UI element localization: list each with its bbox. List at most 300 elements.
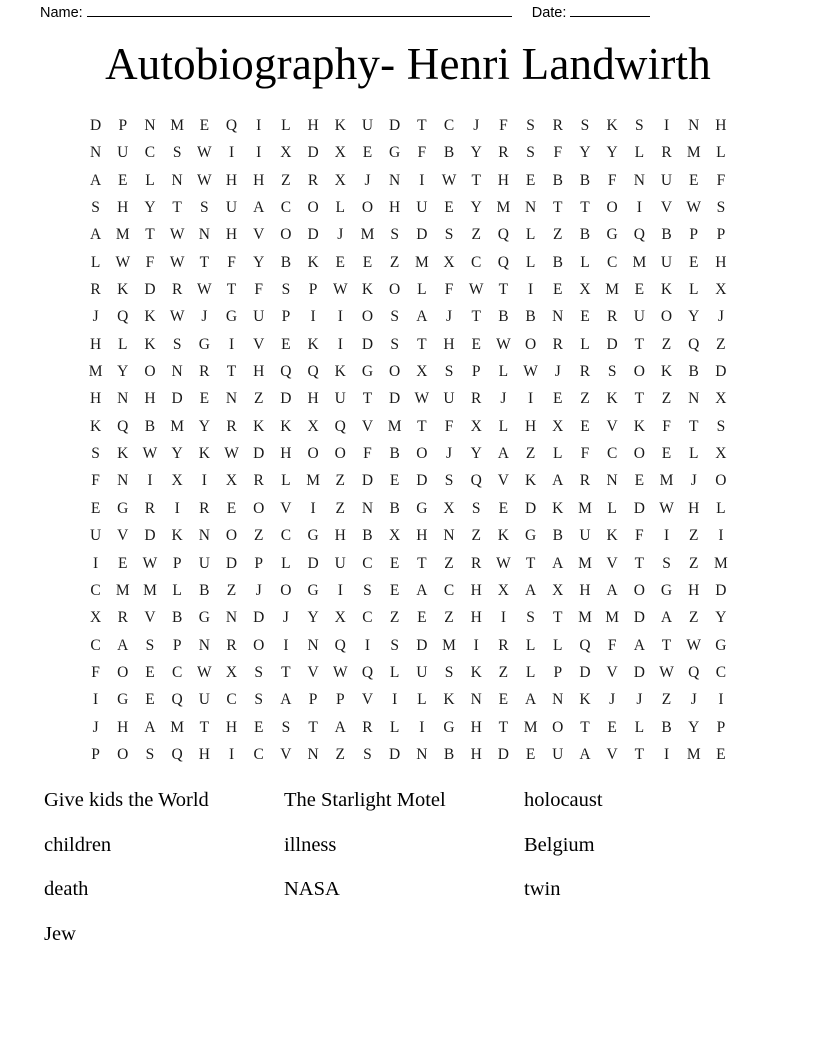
grid-cell[interactable]: I [228,335,235,353]
grid-cell[interactable]: L [335,199,346,217]
grid-cell[interactable]: I [93,554,99,572]
grid-cell[interactable]: Z [580,390,590,408]
grid-cell[interactable]: N [470,691,482,709]
grid-cell[interactable]: Q [171,745,183,763]
grid-cell[interactable]: G [198,609,210,627]
grid-cell[interactable]: E [362,144,373,162]
grid-cell[interactable]: H [225,226,238,244]
grid-cell[interactable]: M [714,554,728,572]
grid-cell[interactable]: G [416,499,428,517]
grid-cell[interactable]: O [633,445,645,463]
grid-cell[interactable]: K [443,691,455,709]
grid-cell[interactable]: Z [335,472,346,490]
grid-cell[interactable]: N [225,609,238,627]
grid-cell[interactable]: G [198,335,210,353]
grid-cell[interactable]: P [308,281,318,299]
grid-cell[interactable]: G [117,499,129,517]
grid-cell[interactable]: T [688,417,699,435]
grid-cell[interactable]: E [525,171,536,189]
grid-cell[interactable]: R [171,281,183,299]
grid-cell[interactable]: G [660,581,673,599]
grid-cell[interactable]: E [525,745,536,763]
grid-cell[interactable]: A [334,718,346,736]
grid-cell[interactable]: B [280,253,292,271]
grid-cell[interactable]: L [634,144,645,162]
grid-cell[interactable]: S [662,554,671,572]
grid-cell[interactable]: L [580,335,590,353]
grid-cell[interactable]: D [633,663,645,681]
grid-cell[interactable]: Q [171,691,183,709]
grid-cell[interactable]: A [552,554,564,572]
grid-cell[interactable]: R [199,363,210,381]
grid-cell[interactable]: Z [688,554,699,572]
grid-cell[interactable]: B [579,171,591,189]
grid-cell[interactable]: K [117,281,129,299]
grid-cell[interactable]: I [473,636,479,654]
grid-cell[interactable]: E [580,308,590,326]
word-bank-item[interactable]: twin [524,878,561,901]
grid-cell[interactable]: P [716,718,726,736]
grid-cell[interactable]: D [389,390,401,408]
grid-cell[interactable]: C [90,636,101,654]
grid-cell[interactable]: J [717,308,724,326]
grid-cell[interactable]: E [253,718,264,736]
grid-cell[interactable]: S [200,199,209,217]
grid-cell[interactable]: N [198,636,210,654]
grid-cell[interactable]: E [553,281,563,299]
grid-cell[interactable]: S [526,609,535,627]
grid-cell[interactable]: X [470,417,482,435]
grid-cell[interactable]: F [662,417,671,435]
grid-cell[interactable]: K [470,663,482,681]
grid-cell[interactable]: Z [661,390,672,408]
grid-cell[interactable]: O [633,363,645,381]
grid-cell[interactable]: S [390,335,399,353]
grid-cell[interactable]: F [580,445,590,463]
grid-cell[interactable]: T [471,308,481,326]
grid-cell[interactable]: P [335,691,345,709]
grid-cell[interactable]: B [389,445,400,463]
grid-cell[interactable]: D [633,499,645,517]
grid-cell[interactable]: H [280,445,292,463]
grid-cell[interactable]: T [634,390,645,408]
grid-cell[interactable]: U [552,745,564,763]
grid-cell[interactable]: M [170,117,185,134]
grid-cell[interactable]: M [686,745,701,763]
grid-cell[interactable]: P [91,745,100,763]
grid-cell[interactable]: Q [280,363,292,381]
grid-cell[interactable]: C [471,253,482,271]
grid-cell[interactable]: T [580,718,590,736]
grid-cell[interactable]: Q [225,117,238,134]
grid-cell[interactable]: M [523,718,538,736]
grid-cell[interactable]: W [414,390,430,408]
grid-cell[interactable]: Z [444,609,454,627]
grid-cell[interactable]: M [360,226,375,244]
grid-cell[interactable]: I [392,691,398,709]
grid-cell[interactable]: V [144,609,156,627]
grid-cell[interactable]: I [147,472,153,490]
grid-cell[interactable]: K [334,363,346,381]
grid-cell[interactable]: S [580,117,590,134]
grid-cell[interactable]: U [361,117,374,134]
grid-cell[interactable]: R [226,417,237,435]
grid-cell[interactable]: O [253,499,265,517]
grid-cell[interactable]: R [579,363,591,381]
word-bank-item[interactable]: Jew [44,922,76,945]
grid-cell[interactable]: I [419,718,425,736]
grid-cell[interactable]: N [688,390,700,408]
grid-cell[interactable]: W [197,144,212,162]
grid-cell[interactable]: Z [253,390,264,408]
grid-cell[interactable]: W [468,281,484,299]
grid-cell[interactable]: Q [688,335,700,353]
grid-cell[interactable]: D [416,226,428,244]
grid-cell[interactable]: B [498,308,509,326]
grid-cell[interactable]: J [446,445,453,463]
grid-cell[interactable]: I [337,581,343,599]
grid-cell[interactable]: I [718,527,724,545]
grid-cell[interactable]: E [471,335,481,353]
grid-cell[interactable]: R [579,472,591,490]
grid-cell[interactable]: N [198,226,210,244]
grid-cell[interactable]: L [634,718,645,736]
grid-cell[interactable]: U [117,144,129,162]
grid-cell[interactable]: I [663,527,670,545]
grid-cell[interactable]: E [661,445,672,463]
grid-cell[interactable]: L [145,171,155,189]
grid-cell[interactable]: L [553,445,563,463]
grid-cell[interactable]: J [690,472,697,490]
grid-cell[interactable]: S [363,581,372,599]
grid-cell[interactable]: T [498,281,509,299]
grid-cell[interactable]: O [117,745,129,763]
grid-cell[interactable]: O [606,199,618,217]
grid-cell[interactable]: Z [471,226,481,244]
grid-cell[interactable]: G [117,691,129,709]
grid-cell[interactable]: Y [198,417,210,435]
grid-cell[interactable]: A [497,445,509,463]
grid-cell[interactable]: C [226,691,237,709]
grid-cell[interactable]: W [169,226,185,244]
grid-cell[interactable]: M [659,472,674,490]
word-bank-item[interactable]: death [44,878,89,901]
grid-cell[interactable]: S [91,445,100,463]
grid-cell[interactable]: X [334,609,346,627]
grid-cell[interactable]: H [198,745,210,763]
grid-cell[interactable]: D [144,527,156,545]
grid-cell[interactable]: U [416,663,428,681]
grid-cell[interactable]: W [441,171,457,189]
grid-cell[interactable]: T [580,199,590,217]
grid-cell[interactable]: E [580,417,590,435]
grid-cell[interactable]: E [118,554,128,572]
grid-cell[interactable]: L [553,636,563,654]
grid-cell[interactable]: H [307,117,319,134]
grid-cell[interactable]: I [337,335,343,353]
grid-cell[interactable]: U [660,253,673,271]
grid-cell[interactable]: O [334,445,346,463]
grid-cell[interactable]: D [416,636,428,654]
grid-cell[interactable]: R [226,636,237,654]
grid-cell[interactable]: I [201,472,207,490]
grid-cell[interactable]: H [579,581,591,599]
grid-cell[interactable]: G [524,527,537,545]
grid-cell[interactable]: A [579,745,591,763]
grid-cell[interactable]: H [688,581,700,599]
grid-cell[interactable]: N [552,308,564,326]
grid-cell[interactable]: W [659,499,674,517]
grid-cell[interactable]: Z [688,527,699,545]
grid-cell[interactable]: T [525,554,536,572]
grid-cell[interactable]: S [471,499,481,517]
grid-cell[interactable]: T [417,335,427,353]
grid-cell[interactable]: V [117,527,129,545]
grid-cell[interactable]: G [389,144,401,162]
grid-cell[interactable]: K [524,472,537,490]
grid-cell[interactable]: N [443,527,455,545]
grid-cell[interactable]: E [389,581,400,599]
grid-cell[interactable]: H [497,171,509,189]
grid-cell[interactable]: M [414,253,429,271]
grid-cell[interactable]: R [362,718,373,736]
grid-cell[interactable]: W [523,363,538,381]
grid-cell[interactable]: X [579,281,591,299]
grid-cell[interactable]: H [117,718,129,736]
grid-cell[interactable]: R [144,499,156,517]
grid-cell[interactable]: L [525,226,536,244]
grid-cell[interactable]: H [307,390,319,408]
grid-cell[interactable]: N [117,390,129,408]
grid-cell[interactable]: K [334,117,346,134]
grid-cell[interactable]: H [389,199,401,217]
grid-cell[interactable]: O [524,335,537,353]
grid-cell[interactable]: D [389,745,401,763]
grid-cell[interactable]: J [609,691,616,709]
grid-cell[interactable]: M [387,417,402,435]
grid-cell[interactable]: L [498,417,509,435]
grid-cell[interactable]: L [716,144,726,162]
grid-cell[interactable]: W [332,663,348,681]
word-bank-item[interactable]: children [44,833,112,856]
grid-cell[interactable]: H [715,117,727,134]
grid-cell[interactable]: Y [307,609,319,627]
grid-cell[interactable]: S [526,144,535,162]
grid-cell[interactable]: F [607,636,617,654]
grid-cell[interactable]: D [89,117,102,134]
grid-cell[interactable]: F [553,144,563,162]
grid-cell[interactable]: E [688,253,699,271]
grid-cell[interactable]: S [635,117,644,134]
grid-cell[interactable]: Z [389,609,400,627]
grid-cell[interactable]: O [361,308,374,326]
grid-cell[interactable]: G [225,308,238,326]
grid-cell[interactable]: A [144,718,156,736]
grid-cell[interactable]: X [715,281,727,299]
grid-cell[interactable]: L [389,718,400,736]
grid-cell[interactable]: M [88,363,103,381]
grid-cell[interactable]: S [444,363,454,381]
grid-cell[interactable]: H [334,527,346,545]
grid-cell[interactable]: B [661,718,672,736]
grid-cell[interactable]: V [253,226,265,244]
grid-cell[interactable]: L [498,363,509,381]
grid-cell[interactable]: L [281,117,291,134]
grid-cell[interactable]: A [117,636,129,654]
grid-cell[interactable]: F [227,253,236,271]
grid-cell[interactable]: Q [579,636,591,654]
grid-cell[interactable]: J [690,691,697,709]
grid-cell[interactable]: M [686,144,701,162]
grid-cell[interactable]: L [172,581,182,599]
grid-cell[interactable]: R [117,609,128,627]
grid-cell[interactable]: N [389,171,401,189]
grid-cell[interactable]: Q [307,363,319,381]
grid-cell[interactable]: K [89,417,102,435]
grid-cell[interactable]: D [144,281,156,299]
grid-cell[interactable]: D [253,445,265,463]
grid-cell[interactable]: S [145,745,155,763]
grid-cell[interactable]: O [633,581,645,599]
grid-cell[interactable]: G [307,527,319,545]
grid-cell[interactable]: C [90,581,101,599]
grid-cell[interactable]: U [198,691,210,709]
grid-cell[interactable]: C [443,581,455,599]
grid-cell[interactable]: I [528,390,534,408]
grid-cell[interactable]: I [337,308,343,326]
grid-cell[interactable]: Y [715,609,727,627]
grid-cell[interactable]: H [89,335,102,353]
grid-cell[interactable]: S [444,663,454,681]
grid-cell[interactable]: A [524,581,537,599]
grid-cell[interactable]: D [579,663,591,681]
grid-cell[interactable]: C [362,609,373,627]
grid-cell[interactable]: I [283,636,289,654]
grid-cell[interactable]: O [715,472,727,490]
grid-cell[interactable]: W [142,554,158,572]
grid-cell[interactable]: H [470,609,482,627]
grid-cell[interactable]: R [498,144,509,162]
grid-cell[interactable]: J [636,691,643,709]
grid-cell[interactable]: P [281,308,291,326]
grid-cell[interactable]: Q [497,226,509,244]
grid-cell[interactable]: B [199,581,210,599]
grid-cell[interactable]: V [280,745,292,763]
grid-cell[interactable]: I [663,117,670,134]
grid-cell[interactable]: D [497,745,509,763]
grid-cell[interactable]: C [606,253,618,271]
grid-cell[interactable]: Q [470,472,482,490]
grid-cell[interactable]: S [281,281,291,299]
grid-cell[interactable]: S [91,199,100,217]
grid-cell[interactable]: D [361,472,374,490]
grid-cell[interactable]: M [143,581,157,599]
grid-cell[interactable]: X [89,609,102,627]
grid-cell[interactable]: T [661,636,672,654]
grid-cell[interactable]: W [686,636,702,654]
grid-cell[interactable]: E [498,691,509,709]
grid-cell[interactable]: A [280,691,292,709]
grid-cell[interactable]: E [199,390,210,408]
grid-cell[interactable]: Q [117,308,129,326]
grid-cell[interactable]: S [390,226,399,244]
word-search-grid[interactable] [82,112,734,768]
grid-cell[interactable]: U [633,308,645,326]
grid-cell[interactable]: D [253,609,265,627]
grid-cell[interactable]: S [444,472,454,490]
grid-cell[interactable]: Z [335,499,346,517]
grid-cell[interactable]: E [226,499,237,517]
grid-cell[interactable]: N [117,472,129,490]
grid-cell[interactable]: X [334,144,346,162]
grid-cell[interactable]: T [417,117,427,134]
grid-cell[interactable]: D [307,554,319,572]
grid-cell[interactable]: D [307,226,319,244]
grid-cell[interactable]: U [579,527,591,545]
grid-cell[interactable]: O [389,363,401,381]
grid-cell[interactable]: H [470,745,482,763]
grid-cell[interactable]: V [606,663,618,681]
grid-cell[interactable]: L [716,499,726,517]
grid-cell[interactable]: I [528,281,534,299]
grid-cell[interactable]: Y [579,144,591,162]
grid-cell[interactable]: H [89,390,102,408]
grid-cell[interactable]: O [307,445,319,463]
grid-cell[interactable]: Y [253,253,265,271]
grid-cell[interactable]: B [389,499,400,517]
grid-cell[interactable]: J [473,117,480,134]
grid-cell[interactable]: C [280,527,292,545]
grid-cell[interactable]: F [91,663,100,681]
grid-cell[interactable]: P [689,226,699,244]
grid-cell[interactable]: E [199,117,210,134]
grid-cell[interactable]: T [553,199,563,217]
grid-cell[interactable]: S [444,226,454,244]
grid-cell[interactable]: J [500,390,507,408]
grid-cell[interactable]: L [90,253,101,271]
grid-cell[interactable]: A [524,691,537,709]
word-bank-item[interactable]: illness [284,833,337,856]
grid-cell[interactable]: Z [661,335,672,353]
grid-cell[interactable]: L [118,335,128,353]
grid-cell[interactable]: D [633,609,645,627]
grid-cell[interactable]: V [660,199,673,217]
grid-cell[interactable]: C [253,745,264,763]
grid-cell[interactable]: G [361,363,374,381]
grid-cell[interactable]: Z [525,445,536,463]
grid-cell[interactable]: X [552,417,564,435]
grid-cell[interactable]: I [310,499,316,517]
grid-cell[interactable]: I [228,745,235,763]
grid-cell[interactable]: U [198,554,210,572]
grid-cell[interactable]: D [524,499,537,517]
grid-cell[interactable]: M [306,472,320,490]
grid-cell[interactable]: R [307,171,319,189]
grid-cell[interactable]: T [417,554,427,572]
grid-cell[interactable]: Z [688,609,699,627]
grid-cell[interactable]: V [253,335,265,353]
grid-cell[interactable]: K [307,335,319,353]
grid-cell[interactable]: H [470,581,482,599]
grid-cell[interactable]: K [144,335,156,353]
grid-cell[interactable]: X [307,417,319,435]
grid-cell[interactable]: B [171,609,183,627]
grid-cell[interactable]: Z [335,745,346,763]
grid-cell[interactable]: R [253,472,264,490]
grid-cell[interactable]: W [496,335,511,353]
grid-cell[interactable]: T [308,718,318,736]
grid-cell[interactable]: M [578,499,592,517]
